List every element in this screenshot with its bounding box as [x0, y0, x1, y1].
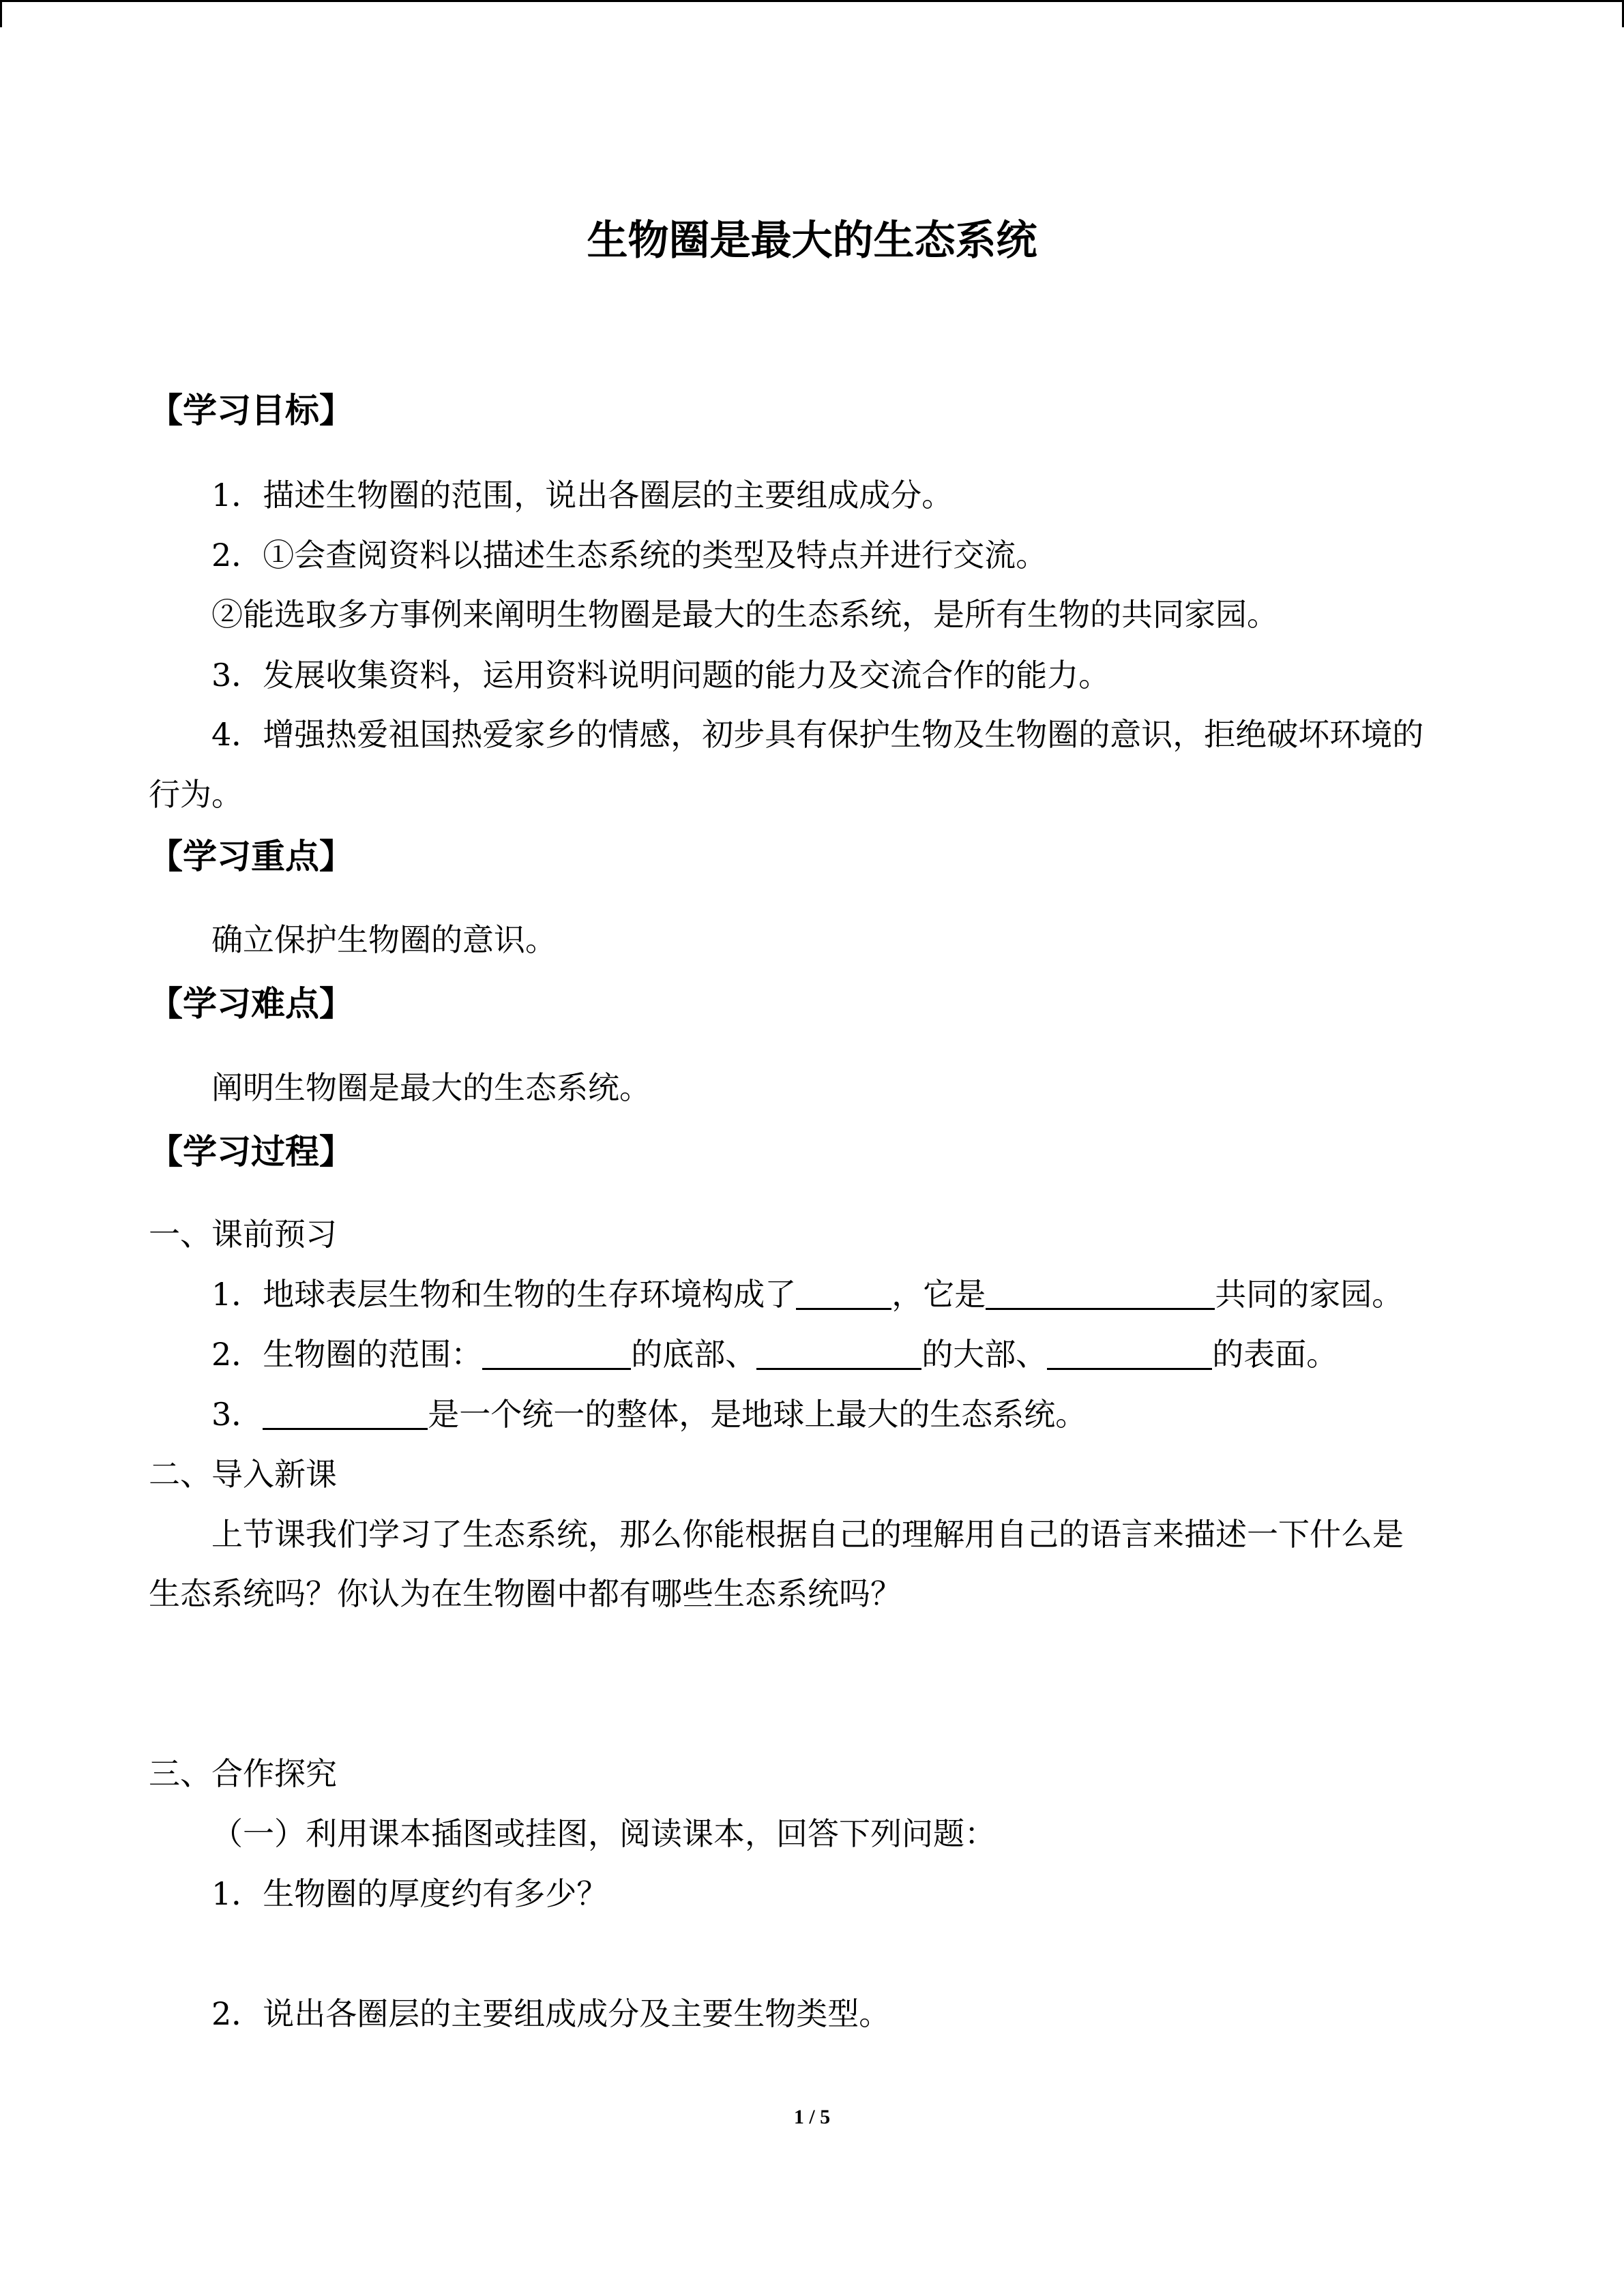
objective-item-3: 3．发展收集资料，运用资料说明问题的能力及交流合作的能力。: [211, 657, 1110, 694]
preview-q2-part-d: 的表面。: [1212, 1336, 1338, 1373]
explore-question-1: 1．生物圈的厚度约有多少？: [211, 1875, 608, 1912]
preview-q3-part-a: 3．: [211, 1396, 263, 1433]
explore-subsection: （一）利用课本插图或挂图，阅读课本，回答下列问题：: [211, 1815, 996, 1852]
preview-q2-part-a: 2．生物圈的范围：: [211, 1336, 483, 1373]
preview-q1-part-a: 1．地球表层生物和生物的生存环境构成了: [211, 1276, 797, 1313]
objective-item-2b: ②能选取多方事例来阐明生物圈是最大的生态系统，是所有生物的共同家园。: [211, 596, 1278, 633]
objective-item-1: 1．描述生物圈的范围，说出各圈层的主要组成成分。: [211, 477, 954, 513]
objective-item-4-cont: 行为。: [149, 776, 243, 813]
answer-blank[interactable]: [1047, 1334, 1212, 1370]
heading-objectives: 【学习目标】: [149, 391, 353, 430]
heading-difficulties: 【学习难点】: [149, 984, 353, 1024]
intro-paragraph-line-1: 上节课我们学习了生态系统，那么你能根据自己的理解用自己的语言来描述一下什么是: [211, 1516, 1404, 1553]
page-number: 1 / 5: [793, 2106, 831, 2128]
document-title: 生物圈是最大的生态系统: [587, 217, 1037, 265]
preview-q1-part-c: 共同的家园。: [1215, 1276, 1404, 1313]
page-left-border: [0, 0, 2, 27]
heading-key-points: 【学习重点】: [149, 837, 353, 876]
preview-q2-part-b: 的底部、: [631, 1336, 757, 1373]
preview-q1-part-b: ，它是: [891, 1276, 986, 1313]
preview-question-3: [211, 1394, 1087, 1435]
explore-title: 三、合作探究: [149, 1755, 337, 1792]
answer-blank[interactable]: [482, 1334, 631, 1370]
answer-blank[interactable]: [756, 1334, 921, 1370]
intro-paragraph-line-2: 生态系统吗？你认为在生物圈中都有哪些生态系统吗？: [149, 1575, 902, 1612]
answer-blank[interactable]: [263, 1394, 428, 1430]
heading-process: 【学习过程】: [149, 1132, 353, 1172]
preview-q3-part-b: 是一个统一的整体，是地球上最大的生态系统。: [428, 1396, 1087, 1433]
explore-question-2: 2．说出各圈层的主要组成成分及主要生物类型。: [211, 1995, 891, 2032]
preview-title: 一、课前预习: [149, 1216, 337, 1253]
preview-question-1: [211, 1274, 1403, 1315]
page-top-border: [0, 0, 1624, 2]
objective-item-4: 4．增强热爱祖国热爱家乡的情感，初步具有保护生物及生物圈的意识，拒绝破坏环境的: [211, 716, 1424, 753]
intro-title: 二、导入新课: [149, 1456, 337, 1493]
key-points-text: 确立保护生物圈的意识。: [211, 921, 557, 958]
difficulties-text: 阐明生物圈是最大的生态系统。: [211, 1069, 651, 1106]
preview-question-2: [211, 1334, 1338, 1375]
preview-q2-part-c: 的大部、: [921, 1336, 1048, 1373]
answer-blank[interactable]: [986, 1274, 1215, 1310]
answer-blank[interactable]: [796, 1274, 891, 1310]
objective-item-2: 2．①会查阅资料以描述生态系统的类型及特点并进行交流。: [211, 537, 1048, 573]
